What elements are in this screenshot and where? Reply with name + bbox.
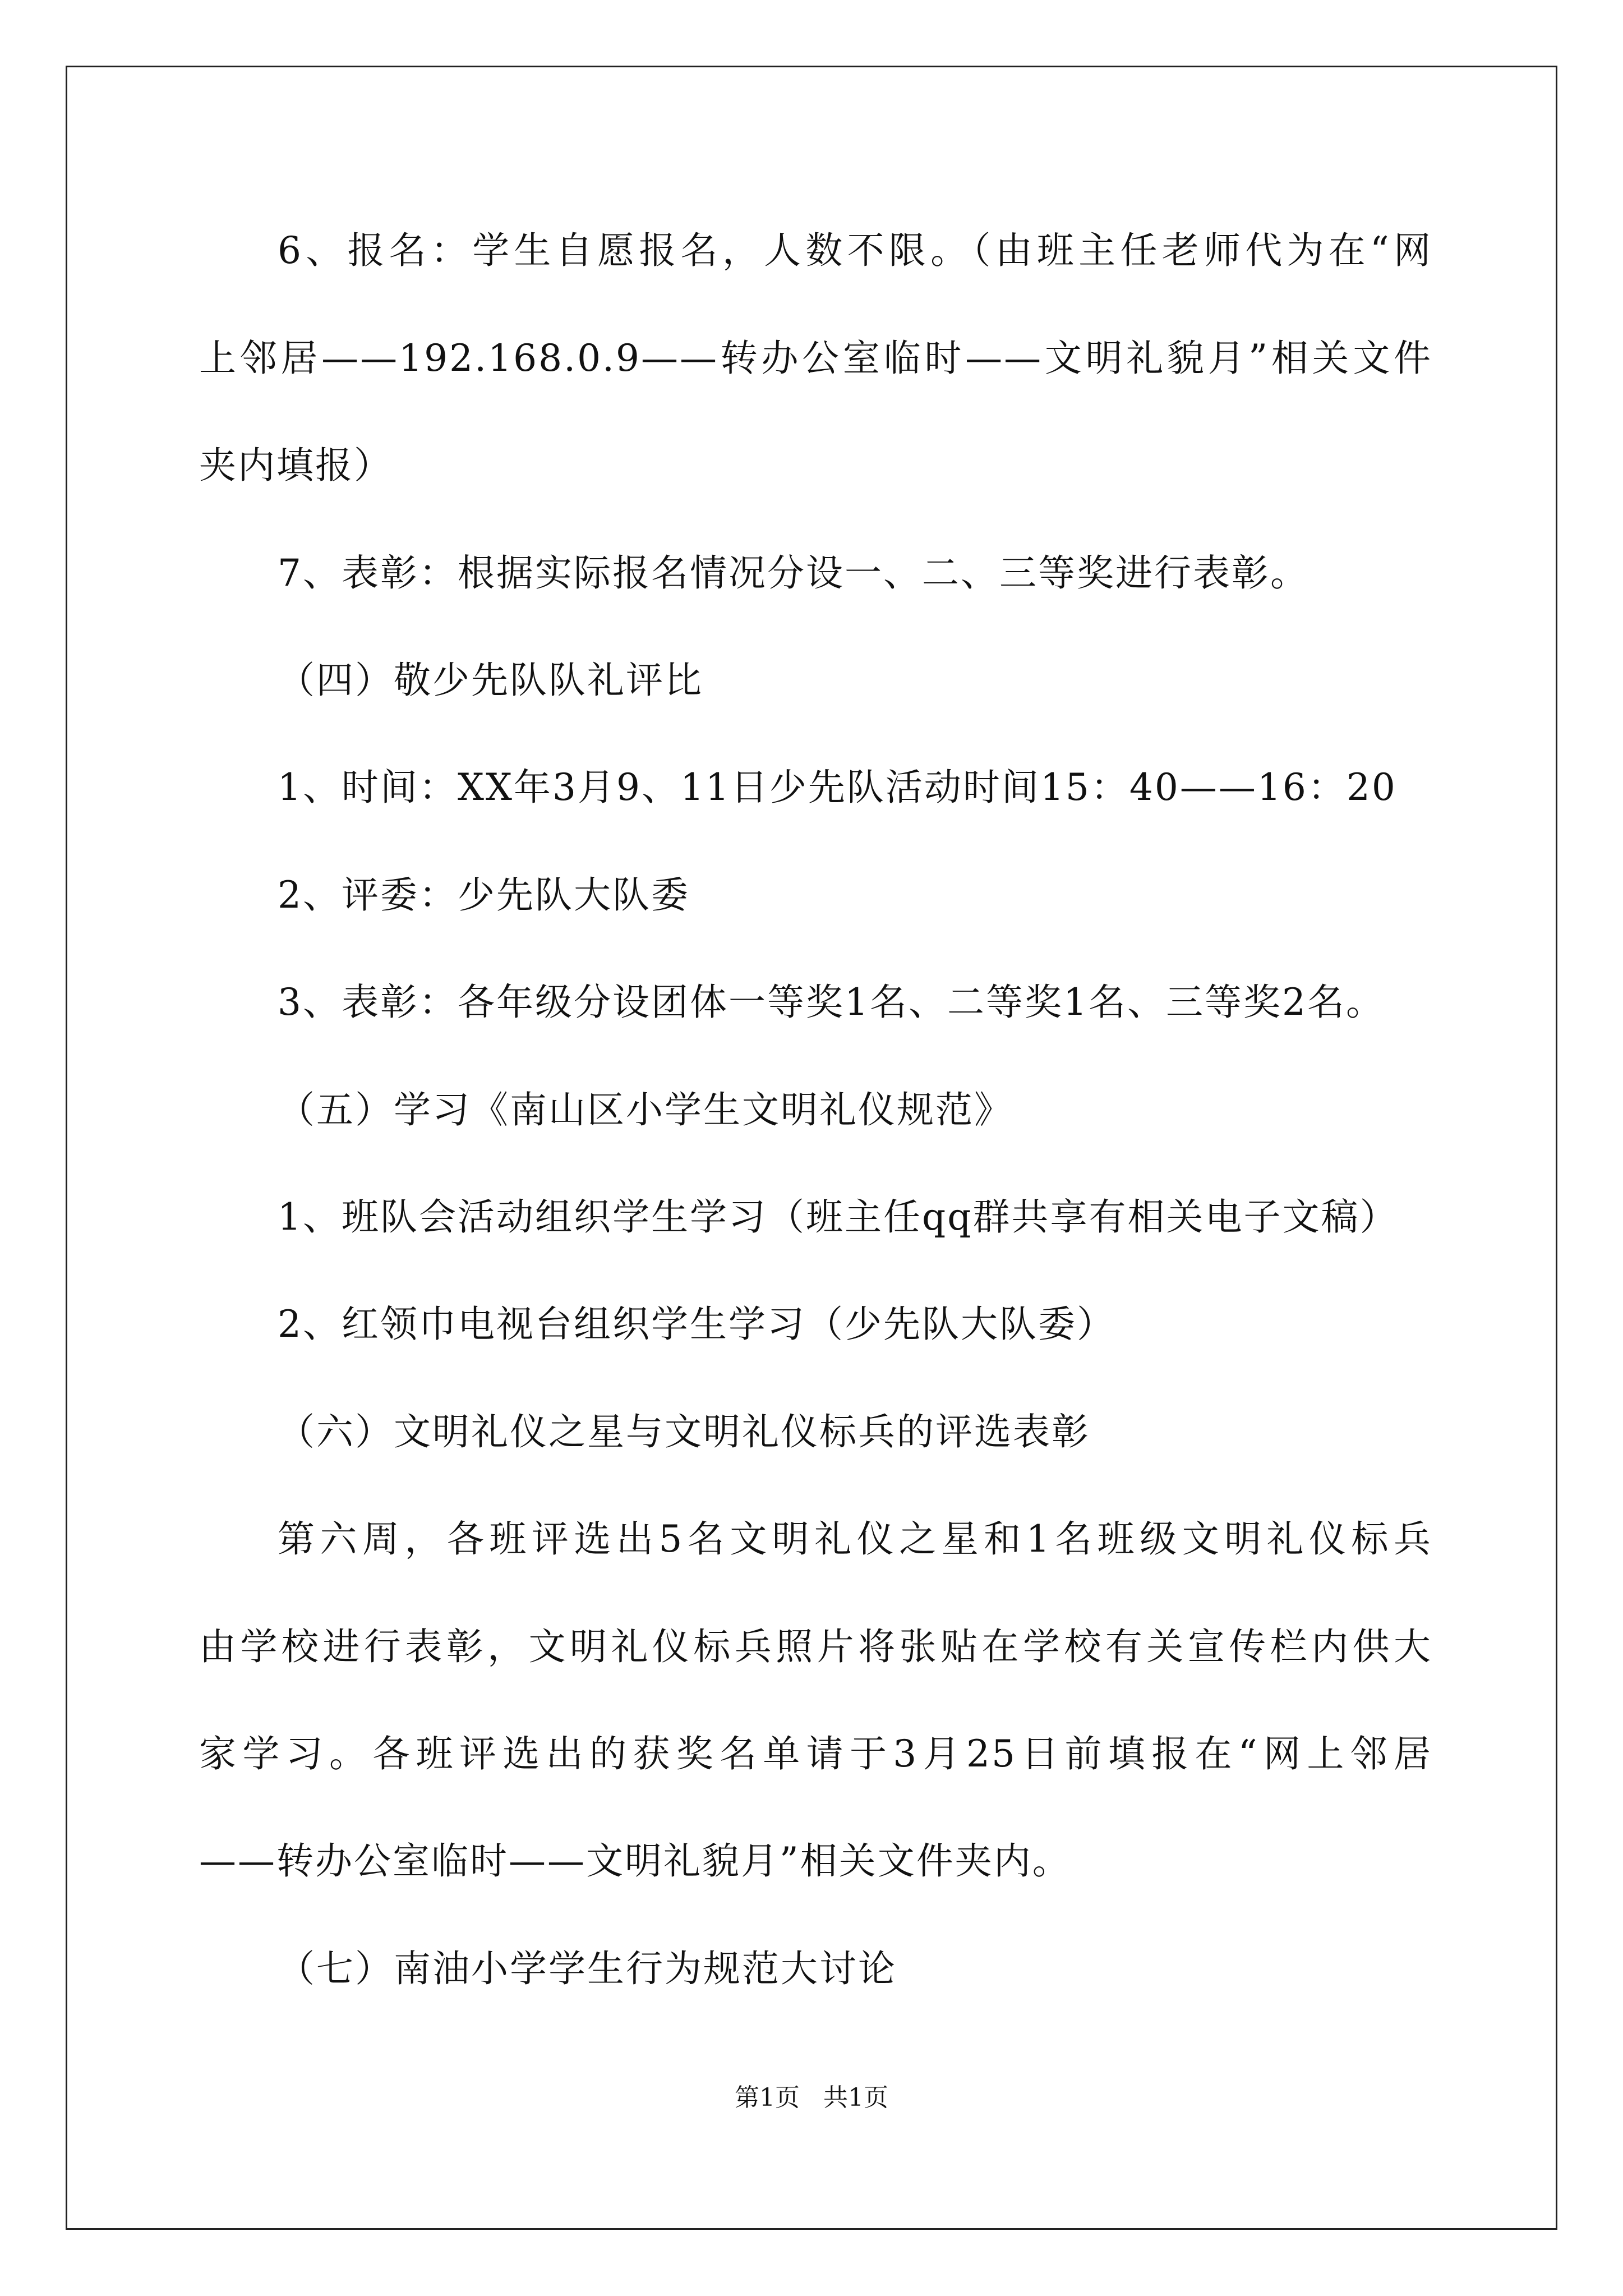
paragraph-line: 上邻居——192.168.0.9——转办公室临时——文明礼貌月”相关文件 xyxy=(199,337,1432,380)
paragraph-line: 1、时间：XX年3月9、11日少先队活动时间15：40——16：20 xyxy=(278,766,1397,809)
paragraph-line: 家学习。各班评选出的获奖名单请于3月25日前填报在“网上邻居 xyxy=(199,1732,1432,1775)
paragraph-line: ——转办公室临时——文明礼貌月”相关文件夹内。 xyxy=(199,1839,1071,1883)
section-heading: （四）敬少先队队礼评比 xyxy=(278,659,703,702)
paragraph-line: 由学校进行表彰，文明礼仪标兵照片将张贴在学校有关宣传栏内供大 xyxy=(199,1625,1432,1668)
paragraph-line: 第六周，各班评选出5名文明礼仪之星和1名班级文明礼仪标兵 xyxy=(278,1517,1432,1561)
page-border xyxy=(66,66,1557,2230)
section-heading: （六）文明礼仪之星与文明礼仪标兵的评选表彰 xyxy=(278,1410,1090,1453)
paragraph-line: 2、评委：少先队大队委 xyxy=(278,873,690,917)
paragraph-line: 夹内填报） xyxy=(199,444,393,487)
section-heading: （五）学习《南山区小学生文明礼仪规范》 xyxy=(278,1088,1013,1131)
paragraph-line: 2、红领巾电视台组织学生学习（少先队大队委） xyxy=(278,1303,1115,1346)
paragraph-line: 1、班队会活动组织学生学习（班主任qq群共享有相关电子文稿） xyxy=(278,1195,1399,1239)
page-footer: 第1页 共1页 xyxy=(735,2083,888,2112)
paragraph-line: 3、表彰：各年级分设团体一等奖1名、二等奖1名、三等奖2名。 xyxy=(278,981,1385,1024)
paragraph-line: 7、表彰：根据实际报名情况分设一、二、三等奖进行表彰。 xyxy=(278,551,1309,595)
paragraph-line: 6、报名：学生自愿报名，人数不限。（由班主任老师代为在“网 xyxy=(278,229,1432,272)
section-heading: （七）南油小学学生行为规范大讨论 xyxy=(278,1947,897,1990)
